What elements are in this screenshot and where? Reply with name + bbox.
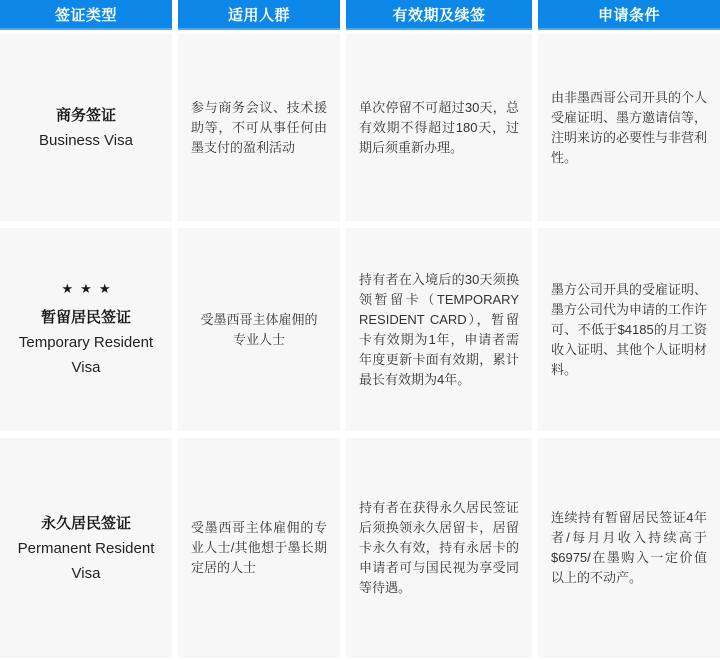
visa-type-cell	[0, 228, 172, 431]
visa-name-zh: 永久居民签证	[40, 514, 131, 532]
audience-text: 受墨西哥主体雇佣的专业人士/其他想于墨长期定居的人士	[191, 520, 327, 575]
requirements-cell	[538, 438, 720, 658]
visa-name-en: Business Visa	[39, 131, 133, 149]
validity-cell	[346, 228, 532, 431]
header-visa-type: 签证类型	[0, 0, 172, 30]
audience-text: 受墨西哥主体雇佣的专业人士	[200, 311, 318, 347]
audience-cell	[178, 228, 340, 431]
visa-type-cell	[0, 34, 172, 221]
visa-name-zh: 暂留居民签证	[40, 309, 131, 326]
audience-text: 参与商务会议、技术援助等，不可从事任何由墨支付的盈利活动	[191, 99, 327, 155]
visa-name-en: Temporary Resident Visa	[18, 334, 154, 376]
visa-name-en: Permanent Resident Visa	[17, 539, 155, 582]
requirements-cell	[538, 228, 720, 431]
table-row-permanent-resident-visa	[0, 438, 720, 658]
header-audience: 适用人群	[178, 0, 340, 30]
audience-cell	[178, 438, 340, 658]
validity-cell	[346, 438, 532, 658]
validity-text: 持有者在入境后的30天须换领暂留卡（TEMPORARY RESIDENT CARD），暂留卡有效期为1年，申请者需年度更新卡面有效期，累计最长有效期为4年。	[359, 271, 519, 387]
requirements-text: 由非墨西哥公司开具的个人受雇证明、墨方邀请信等，注明来访的必要性与非营利性。	[551, 89, 708, 165]
requirements-text: 墨方公司开具的受雇证明、墨方公司代为申请的工作许可、不低于$4185的月工资收入证明、其他个人证明材料。	[551, 281, 708, 377]
validity-text: 单次停留不可超过30天，总有效期不得超过180天，过期后须重新办理。	[359, 99, 519, 155]
header-validity: 有效期及续签	[346, 0, 532, 30]
header-requirements: 申请条件	[538, 0, 720, 30]
visa-type-cell	[0, 438, 172, 658]
table-row-temporary-resident-visa	[0, 228, 720, 431]
validity-cell	[346, 34, 532, 221]
requirements-text: 连续持有暂留居民签证4年者/每月月收入持续高于$6975/在墨购入一定价值以上的不动产。	[551, 510, 707, 585]
validity-text: 持有者在获得永久居民签证后须换领永久居留卡，居留卡永久有效，持有永居卡的申请者可与国民视为享受同等待遇。	[359, 500, 519, 595]
requirements-cell	[538, 34, 720, 221]
table-header-row	[0, 0, 720, 30]
audience-cell	[178, 34, 340, 221]
table-row-business-visa	[0, 34, 720, 221]
three-stars-icon: ★★★	[61, 281, 118, 296]
visa-name-zh: 商务签证	[55, 106, 116, 124]
